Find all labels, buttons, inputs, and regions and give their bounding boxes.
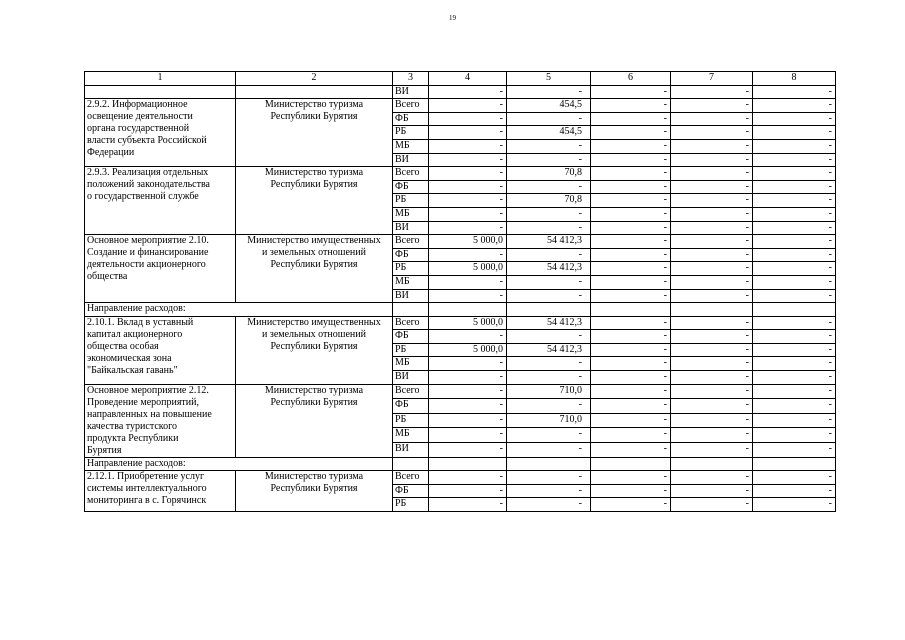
- empty-cell: [429, 457, 507, 471]
- value-cell: -: [429, 384, 507, 399]
- description-line: 2.9.3. Реализация отдельных: [87, 167, 209, 179]
- column-header: 6: [591, 72, 671, 86]
- value-cell: -: [429, 413, 507, 428]
- responsible-ministry: [236, 99, 393, 167]
- ministry-line: Республики Бурятия: [270, 483, 358, 495]
- ministry-line: Министерство туризма: [264, 384, 364, 396]
- source-type-cell: ФБ: [393, 248, 429, 262]
- source-type-cell: МБ: [393, 139, 429, 153]
- value-cell: -: [591, 167, 671, 181]
- page-number: 19: [449, 14, 456, 22]
- measure-description: [85, 167, 236, 235]
- value-cell: -: [753, 484, 836, 498]
- description-line: органа государственной: [87, 123, 190, 135]
- source-type-cell: Всего: [393, 167, 429, 181]
- source-type-cell: ВИ: [393, 221, 429, 235]
- value-cell: -: [671, 167, 753, 181]
- description-line: капитал акционерного: [87, 328, 183, 340]
- value-cell: -: [591, 207, 671, 221]
- value-cell: -: [429, 330, 507, 344]
- source-type-cell: Всего: [393, 316, 429, 330]
- value-cell: -: [671, 126, 753, 140]
- value-cell: -: [671, 194, 753, 208]
- value-cell: -: [753, 399, 836, 414]
- source-type-cell: ФБ: [393, 484, 429, 498]
- value-cell: -: [671, 428, 753, 443]
- responsible-ministry: [236, 167, 393, 235]
- value-cell: 710,0: [507, 384, 591, 399]
- value-cell: -: [753, 384, 836, 399]
- value-cell: -: [591, 112, 671, 126]
- value-cell: -: [753, 85, 836, 99]
- value-cell: -: [507, 207, 591, 221]
- value-cell: -: [671, 357, 753, 371]
- description-line: Основное мероприятие 2.12.: [87, 384, 209, 396]
- source-type-cell: РБ: [393, 498, 429, 512]
- value-cell: -: [591, 235, 671, 249]
- value-cell: -: [591, 484, 671, 498]
- value-cell: -: [507, 371, 591, 385]
- value-cell: -: [429, 139, 507, 153]
- ministry-line: Министерство имущественных: [247, 316, 381, 328]
- source-type-cell: РБ: [393, 262, 429, 276]
- value-cell: -: [429, 357, 507, 371]
- source-type-cell: Всего: [393, 99, 429, 113]
- value-cell: 54 412,3: [507, 235, 591, 249]
- source-type-cell: ФБ: [393, 112, 429, 126]
- value-cell: -: [591, 194, 671, 208]
- ministry-line: Республики Бурятия: [270, 259, 358, 271]
- source-type-cell: Всего: [393, 384, 429, 399]
- value-cell: 454,5: [507, 126, 591, 140]
- value-cell: -: [429, 112, 507, 126]
- empty-cell: [429, 303, 507, 317]
- value-cell: -: [429, 180, 507, 194]
- table-row: [85, 384, 836, 399]
- value-cell: -: [507, 484, 591, 498]
- source-type-cell: Всего: [393, 471, 429, 485]
- value-cell: -: [591, 498, 671, 512]
- source-type-cell: ФБ: [393, 399, 429, 414]
- table-body: [85, 72, 836, 512]
- value-cell: -: [671, 85, 753, 99]
- value-cell: -: [753, 153, 836, 167]
- value-cell: -: [429, 498, 507, 512]
- value-cell: -: [429, 428, 507, 443]
- column-header: 8: [753, 72, 836, 86]
- value-cell: -: [671, 275, 753, 289]
- value-cell: -: [753, 221, 836, 235]
- value-cell: -: [507, 139, 591, 153]
- description-line: "Байкальская гавань": [87, 364, 178, 376]
- section-banner: Направление расходов:: [85, 303, 393, 317]
- value-cell: -: [591, 275, 671, 289]
- empty-cell: [507, 457, 591, 471]
- value-cell: 54 412,3: [507, 343, 591, 357]
- section-banner-row: [85, 457, 836, 471]
- value-cell: -: [753, 194, 836, 208]
- value-cell: -: [753, 357, 836, 371]
- empty-cell: [393, 303, 429, 317]
- value-cell: -: [753, 167, 836, 181]
- measure-description: [85, 316, 236, 384]
- value-cell: -: [753, 498, 836, 512]
- table-row: [85, 99, 836, 113]
- description-line: положений законодательства: [87, 179, 210, 191]
- value-cell: -: [753, 275, 836, 289]
- value-cell: -: [591, 357, 671, 371]
- description-line: продукта Республики: [87, 432, 179, 444]
- value-cell: -: [507, 180, 591, 194]
- desc-cell: [85, 85, 236, 99]
- value-cell: -: [429, 471, 507, 485]
- value-cell: -: [507, 275, 591, 289]
- description-line: мониторинга в с. Горячинск: [87, 495, 207, 507]
- value-cell: -: [753, 139, 836, 153]
- value-cell: -: [429, 275, 507, 289]
- value-cell: -: [507, 357, 591, 371]
- description-line: Основное мероприятие 2.10.: [87, 235, 209, 247]
- budget-table: [84, 71, 836, 512]
- value-cell: -: [753, 471, 836, 485]
- description-line: качества туристского: [87, 420, 177, 432]
- ministry-line: и земельных отношений: [262, 328, 366, 340]
- source-type-cell: Всего: [393, 235, 429, 249]
- source-type-cell: ВИ: [393, 371, 429, 385]
- value-cell: -: [429, 153, 507, 167]
- value-cell: -: [507, 221, 591, 235]
- description-line: Бурятия: [87, 444, 122, 456]
- measure-description: [85, 384, 236, 457]
- ministry-line: Республики Бурятия: [270, 340, 358, 352]
- source-type-cell: МБ: [393, 357, 429, 371]
- value-cell: -: [429, 289, 507, 303]
- description-line: деятельности акционерного: [87, 259, 206, 271]
- value-cell: -: [507, 471, 591, 485]
- value-cell: -: [429, 248, 507, 262]
- value-cell: -: [429, 221, 507, 235]
- value-cell: -: [591, 180, 671, 194]
- empty-cell: [591, 303, 671, 317]
- value-cell: -: [591, 153, 671, 167]
- value-cell: -: [671, 153, 753, 167]
- column-header: 2: [236, 72, 393, 86]
- value-cell: -: [507, 85, 591, 99]
- source-type-cell: РБ: [393, 343, 429, 357]
- value-cell: -: [671, 484, 753, 498]
- column-header: 7: [671, 72, 753, 86]
- header-row: [85, 72, 836, 86]
- value-cell: -: [591, 413, 671, 428]
- source-type-cell: МБ: [393, 275, 429, 289]
- source-type-cell: МБ: [393, 207, 429, 221]
- value-cell: -: [591, 289, 671, 303]
- value-cell: -: [753, 248, 836, 262]
- empty-cell: [671, 457, 753, 471]
- value-cell: -: [671, 371, 753, 385]
- value-cell: -: [753, 235, 836, 249]
- value-cell: -: [671, 498, 753, 512]
- source-type-cell: ФБ: [393, 330, 429, 344]
- value-cell: -: [507, 153, 591, 167]
- value-cell: 454,5: [507, 99, 591, 113]
- value-cell: -: [753, 413, 836, 428]
- value-cell: -: [753, 126, 836, 140]
- description-line: 2.9.2. Информационное: [87, 99, 188, 111]
- value-cell: -: [591, 443, 671, 458]
- value-cell: -: [591, 85, 671, 99]
- measure-description: [85, 99, 236, 167]
- value-cell: -: [753, 289, 836, 303]
- value-cell: -: [671, 207, 753, 221]
- column-header: 1: [85, 72, 236, 86]
- value-cell: -: [429, 371, 507, 385]
- value-cell: -: [671, 180, 753, 194]
- empty-cell: [753, 303, 836, 317]
- value-cell: -: [753, 180, 836, 194]
- value-cell: -: [591, 330, 671, 344]
- value-cell: -: [429, 99, 507, 113]
- value-cell: -: [671, 235, 753, 249]
- value-cell: -: [591, 248, 671, 262]
- value-cell: -: [671, 471, 753, 485]
- section-banner-row: [85, 303, 836, 317]
- empty-cell: [591, 457, 671, 471]
- description-line: о государственной службе: [87, 191, 199, 203]
- value-cell: 54 412,3: [507, 262, 591, 276]
- source-type-cell: ВИ: [393, 85, 429, 99]
- value-cell: -: [753, 316, 836, 330]
- value-cell: -: [429, 85, 507, 99]
- value-cell: 5 000,0: [429, 235, 507, 249]
- value-cell: -: [507, 399, 591, 414]
- value-cell: -: [671, 112, 753, 126]
- value-cell: -: [671, 316, 753, 330]
- value-cell: -: [671, 399, 753, 414]
- empty-cell: [393, 457, 429, 471]
- table-row: [85, 471, 836, 485]
- table-row: [85, 316, 836, 330]
- ministry-line: Министерство туризма: [264, 167, 364, 179]
- ministry-line: и земельных отношений: [262, 247, 366, 259]
- description-line: 2.12.1. Приобретение услуг: [87, 471, 205, 483]
- description-line: 2.10.1. Вклад в уставный: [87, 316, 194, 328]
- responsible-ministry: [236, 316, 393, 384]
- description-line: экономическая зона: [87, 352, 172, 364]
- column-header: 5: [507, 72, 591, 86]
- value-cell: -: [753, 371, 836, 385]
- table-row: [85, 85, 836, 99]
- value-cell: -: [671, 443, 753, 458]
- value-cell: -: [507, 330, 591, 344]
- description-line: общества: [87, 271, 128, 283]
- value-cell: -: [429, 167, 507, 181]
- value-cell: -: [753, 99, 836, 113]
- value-cell: -: [591, 428, 671, 443]
- value-cell: -: [507, 443, 591, 458]
- value-cell: -: [671, 262, 753, 276]
- source-type-cell: ВИ: [393, 289, 429, 303]
- value-cell: 70,8: [507, 194, 591, 208]
- dept-cell: [236, 85, 393, 99]
- responsible-ministry: [236, 235, 393, 303]
- value-cell: -: [753, 207, 836, 221]
- value-cell: -: [591, 316, 671, 330]
- value-cell: -: [429, 207, 507, 221]
- value-cell: -: [429, 484, 507, 498]
- value-cell: 710,0: [507, 413, 591, 428]
- ministry-line: Министерство имущественных: [247, 235, 381, 247]
- description-line: направленных на повышение: [87, 408, 212, 420]
- value-cell: -: [671, 221, 753, 235]
- value-cell: -: [591, 262, 671, 276]
- value-cell: -: [429, 399, 507, 414]
- value-cell: -: [591, 471, 671, 485]
- value-cell: -: [507, 498, 591, 512]
- responsible-ministry: [236, 471, 393, 512]
- empty-cell: [671, 303, 753, 317]
- value-cell: -: [591, 139, 671, 153]
- table-row: [85, 167, 836, 181]
- source-type-cell: РБ: [393, 126, 429, 140]
- description-line: Проведение мероприятий,: [87, 396, 200, 408]
- value-cell: -: [507, 112, 591, 126]
- value-cell: -: [753, 330, 836, 344]
- value-cell: -: [671, 139, 753, 153]
- value-cell: -: [671, 413, 753, 428]
- value-cell: -: [671, 248, 753, 262]
- value-cell: -: [671, 99, 753, 113]
- value-cell: -: [671, 384, 753, 399]
- value-cell: -: [429, 443, 507, 458]
- value-cell: -: [753, 428, 836, 443]
- value-cell: -: [591, 399, 671, 414]
- ministry-line: Министерство туризма: [264, 471, 364, 483]
- value-cell: 54 412,3: [507, 316, 591, 330]
- value-cell: -: [753, 112, 836, 126]
- column-header: 4: [429, 72, 507, 86]
- section-banner: Направление расходов:: [85, 457, 393, 471]
- source-type-cell: ФБ: [393, 180, 429, 194]
- value-cell: -: [591, 371, 671, 385]
- column-header: 3: [393, 72, 429, 86]
- empty-cell: [753, 457, 836, 471]
- description-line: освещение деятельности: [87, 111, 193, 123]
- value-cell: -: [591, 221, 671, 235]
- value-cell: 5 000,0: [429, 343, 507, 357]
- value-cell: -: [429, 194, 507, 208]
- value-cell: -: [591, 384, 671, 399]
- value-cell: -: [591, 126, 671, 140]
- value-cell: -: [671, 289, 753, 303]
- value-cell: -: [507, 428, 591, 443]
- value-cell: -: [753, 443, 836, 458]
- value-cell: -: [507, 289, 591, 303]
- table-row: [85, 235, 836, 249]
- source-type-cell: РБ: [393, 413, 429, 428]
- value-cell: -: [753, 262, 836, 276]
- measure-description: [85, 471, 236, 512]
- value-cell: -: [591, 99, 671, 113]
- value-cell: -: [753, 343, 836, 357]
- source-type-cell: МБ: [393, 428, 429, 443]
- empty-cell: [507, 303, 591, 317]
- source-type-cell: РБ: [393, 194, 429, 208]
- responsible-ministry: [236, 384, 393, 457]
- value-cell: -: [671, 330, 753, 344]
- description-line: системы интеллектуального: [87, 483, 207, 495]
- ministry-line: Республики Бурятия: [270, 111, 358, 123]
- description-line: власти субъекта Российской: [87, 135, 207, 147]
- value-cell: 5 000,0: [429, 262, 507, 276]
- value-cell: -: [591, 343, 671, 357]
- description-line: Федерации: [87, 147, 135, 159]
- source-type-cell: ВИ: [393, 153, 429, 167]
- value-cell: -: [671, 343, 753, 357]
- measure-description: [85, 235, 236, 303]
- value-cell: -: [507, 248, 591, 262]
- value-cell: 5 000,0: [429, 316, 507, 330]
- ministry-line: Республики Бурятия: [270, 179, 358, 191]
- source-type-cell: ВИ: [393, 443, 429, 458]
- description-line: общества особая: [87, 340, 159, 352]
- ministry-line: Министерство туризма: [264, 99, 364, 111]
- description-line: Создание и финансирование: [87, 247, 209, 259]
- value-cell: 70,8: [507, 167, 591, 181]
- ministry-line: Республики Бурятия: [270, 396, 358, 408]
- value-cell: -: [429, 126, 507, 140]
